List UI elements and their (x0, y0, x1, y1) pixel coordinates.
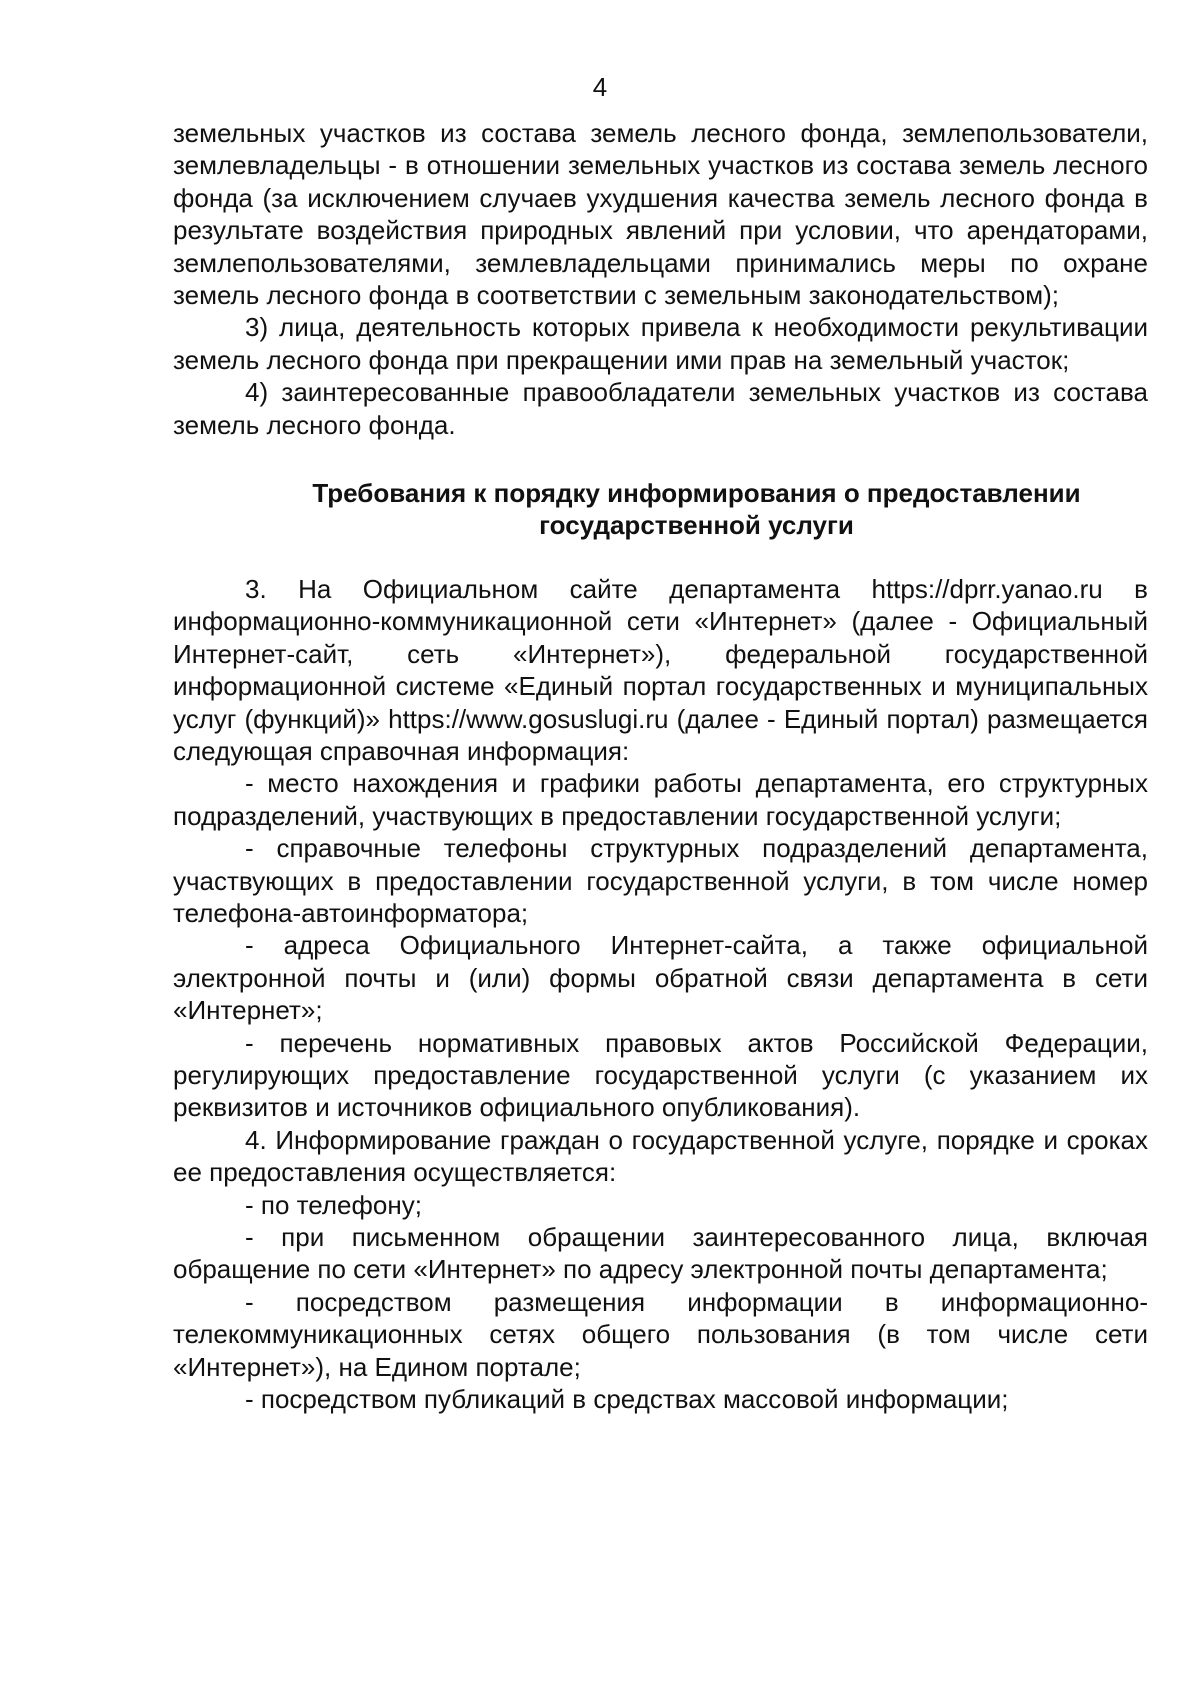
paragraph-item-3: 3) лица, деятельность которых привела к необходимости рекультивации земель лесного фонда при прекращении ими прав на земельный участок; (173, 312, 1148, 375)
paragraph-item-4: 4) заинтересованные правообладатели земельных участков из состава земель лесного фонда. (173, 377, 1148, 440)
section-heading-line-2: государственной услуги (539, 510, 854, 541)
section-heading-line-1: Требования к порядку информирования о предоставлении (312, 478, 1081, 509)
paragraph-bullet-location: - место нахождения и графики работы департамента, его структурных подразделений, участвующих в предоставлении государственной услуги; (173, 768, 1148, 831)
paragraph-bullet-addresses: - адреса Официального Интернет-сайта, а также официальной электронной почты и (или) формы обратной связи департамента в сети «Интернет»; (173, 930, 1148, 1026)
paragraph-bullet-written: - при письменном обращении заинтересованного лица, включая обращение по сети «Интернет» по адресу электронной почты департамента; (173, 1222, 1148, 1285)
section-heading (245, 477, 1148, 542)
paragraph-bullet-acts: - перечень нормативных правовых актов Российской Федерации, регулирующих предоставление государственной услуги (с указанием их реквизитов и источников официального опубликования). (173, 1027, 1148, 1123)
paragraph-bullet-phone: - по телефону; (245, 1189, 422, 1220)
document-body (173, 117, 1148, 1415)
paragraph-bullet-media: - посредством публикаций в средствах массовой информации; (245, 1384, 1009, 1415)
page-number: 4 (592, 72, 608, 102)
paragraph-bullet-networks: - посредством размещения информации в информационно-телекоммуникационных сетях общего пользования (в том числе сети «Интернет»), на Едином портале; (173, 1286, 1148, 1382)
paragraph-continuation: земельных участков из состава земель лесного фонда, землепользователи, землевладельцы - в отношении земельных участков из состава земель лесного фонда (за исключением случаев ухудшения качества земель лесного фонда в результате воздействия природных явлений при условии, что арендаторами, землепользователями, землевладельцами принимались меры по охране земель лесного фонда в соответствии с земельным законодательством); (173, 118, 1148, 311)
paragraph-clause-4: 4. Информирование граждан о государственной услуге, порядке и сроках ее предоставления осуществляется: (173, 1124, 1148, 1188)
paragraph-clause-3: 3. На Официальном сайте департамента https://dprr.yanao.ru в информационно-коммуникационной сети «Интернет» (далее - Официальный Интернет-сайт, сеть «Интернет»), федеральной государственной информационной системе «Единый портал государственных и муниципальных услуг (функций)» https://www.gosuslugi.ru (далее - Единый портал) размещается следующая справочная информация: (173, 573, 1148, 766)
paragraph-bullet-phones: - справочные телефоны структурных подразделений департамента, участвующих в предоставлении государственной услуги, в том числе номер телефона-автоинформатора; (173, 833, 1148, 928)
